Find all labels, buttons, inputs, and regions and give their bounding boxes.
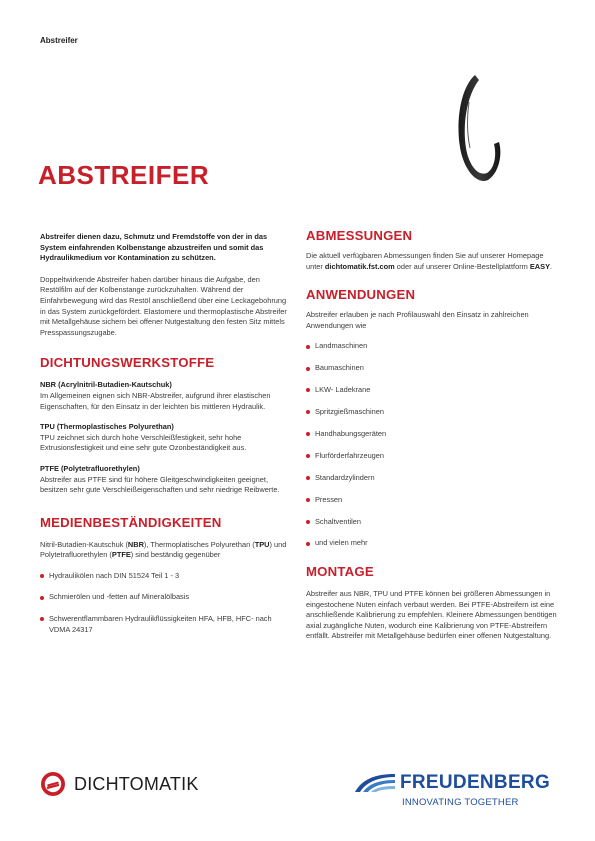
list-item-text: Schaltventilen [315, 516, 362, 526]
mounting-text: Abstreifer aus NBR, TPU und PTFE können bei größeren Abmessungen in eingestochene Nuten einfach verbaut werden. Bei PTFE-Abstreifern ist eine anschließende Kalibrierung zu empfehlen. Kleinere Abmessungen benötigen axial zugängliche Nuten, wodurch eine Kalibrierung von PTFE-Abstreifern entfällt. Abstreifer mit Metallgehäuse bedürfen einer offenen Nutgestaltung. [306, 588, 557, 641]
media-text-part: ), Thermoplatisches Polyurethan ( [143, 539, 255, 549]
list-item [306, 517, 561, 528]
dimensions-text-part: Die aktuell verfügbaren Abmessungen finden Sie auf unserer Homepage unter [306, 251, 544, 271]
right-column [306, 228, 561, 642]
media-text-part: ) sind beständig gegenüber [130, 550, 221, 560]
bullet-icon [40, 617, 44, 621]
list-item [306, 538, 561, 549]
list-item [306, 451, 561, 462]
list-item-text: Hydraulikölen nach DIN 51524 Teil 1 - 3 [49, 570, 180, 580]
bullet-icon [306, 367, 310, 371]
material-description: Abstreifer aus PTFE sind für höhere Gleitgeschwindigkeiten geeignet, besitzen sehr gute Verschleißeigenschaften und sehr niedrige Reibwerte. [40, 474, 280, 495]
material-name: TPU (Thermoplastisches Polyurethan) [40, 422, 174, 432]
dimensions-heading: ABMESSUNGEN [306, 228, 413, 243]
list-item-text: Handhabungsgeräten [315, 428, 387, 438]
list-item-text: Pressen [315, 494, 343, 504]
platform-name: EASY [529, 261, 551, 271]
list-item [40, 571, 293, 582]
list-item-text: Landmaschinen [315, 341, 368, 351]
list-item [40, 614, 294, 635]
list-item-text: Spritzgießmaschinen [315, 407, 385, 417]
bullet-icon [306, 345, 310, 349]
wiper-ring-image [448, 72, 508, 193]
dimensions-text-part: oder auf unserer Online-Bestellplattform [394, 261, 530, 271]
bullet-icon [306, 388, 310, 392]
dichtomatik-wordmark: DICHTOMATIK [74, 773, 199, 794]
media-text-part: Nitril-Butadien-Kautschuk ( [40, 539, 128, 549]
applications-heading: ANWENDUNGEN [306, 287, 416, 303]
dichtomatik-logo [40, 771, 199, 797]
material-nbr [40, 380, 293, 412]
left-column [40, 232, 293, 635]
list-item-text: Flurförderfahrzeugen [315, 450, 385, 460]
list-item [306, 341, 561, 352]
material-tpu [40, 422, 293, 454]
list-item-text: Baumaschinen [315, 363, 364, 373]
abbr-ptfe: PTFE [111, 550, 131, 560]
abbr-tpu: TPU [254, 539, 270, 549]
list-item [306, 385, 561, 396]
bullet-icon [306, 432, 310, 436]
list-item-text: Schmierölen und -fetten auf Mineralölbasis [49, 592, 190, 602]
freudenberg-tagline: INNOVATING TOGETHER [402, 797, 519, 808]
list-item-text: LKW- Ladekrane [315, 385, 371, 395]
bullet-icon [306, 476, 310, 480]
bullet-icon [40, 574, 44, 578]
media-heading: MEDIENBESTÄNDIGKEITEN [40, 514, 222, 530]
intro-paragraph: Doppeltwirkende Abstreifer haben darüber hinaus die Aufgabe, den Restölfilm auf der Kolbenstange zurückzuhalten. Während der Einfahrbewegung wird das Restöl anschließend über eine Leckagebohrung in das System zurückgefördert. Elastomere und thermoplastische Abstreifer mit Metallgehäuse sichern bei offener Nutgestaltung den festen Sitz mittels Presspassungszugabe. [40, 274, 287, 337]
freudenberg-logo [355, 772, 550, 808]
bullet-icon [306, 542, 310, 546]
material-description: TPU zeichnet sich durch hohe Verschleißfestigkeit, sehr hohe Extrusionsfestigkeit und eine sehr gute Ozonbeständigkeit aus. [40, 432, 247, 453]
list-item [306, 407, 561, 418]
intro-text: Abstreifer dienen dazu, Schmutz und Fremdstoffe von der in das System einfahrenden Kolbenstange abzustreifen und somit das Hydraulikmedium vor Kontamination zu schützen. [40, 232, 268, 263]
applications-intro: Abstreifer erlauben je nach Profilauswahl den Einsatz in zahlreichen Anwendungen wie [306, 310, 529, 330]
bullet-icon [306, 410, 310, 414]
bullet-icon [306, 520, 310, 524]
material-name: NBR (Acrylnitril-Butadien-Kautschuk) [40, 380, 172, 390]
bullet-icon [40, 596, 44, 600]
material-ptfe [40, 464, 293, 496]
dimensions-text-part: . [550, 261, 553, 271]
list-item-text: Standardzylindern [315, 472, 375, 482]
page-title: ABSTREIFER [38, 160, 210, 190]
dimensions-text [306, 251, 561, 272]
bullet-icon [306, 454, 310, 458]
abbr-nbr: NBR [127, 539, 144, 549]
running-header: Abstreifer [40, 36, 78, 45]
material-description: Im Allgemeinen eignen sich NBR-Abstreifer, aufgrund ihrer elastischen Eigenschaften, für den Einsatz in der leichten bis mittleren Hydraulik. [40, 390, 271, 411]
bullet-icon [306, 498, 310, 502]
media-intro [40, 540, 293, 561]
list-item [306, 473, 561, 484]
applications-list [306, 341, 561, 549]
list-item [306, 495, 561, 506]
freudenberg-wordmark: FREUDENBERG [400, 772, 551, 793]
dichtomatik-emblem-icon [40, 771, 66, 797]
mounting-heading: MONTAGE [306, 563, 374, 579]
freudenberg-waves-icon [355, 772, 395, 794]
list-item-text: Schwerentflammbaren Hydraulikflüssigkeiten HFA, HFB, HFC- nach VDMA 24317 [49, 614, 272, 634]
media-text-part: ) und Polytetrafluorethylen ( [40, 539, 287, 560]
website-link[interactable]: dichtomatik.fst.com [324, 261, 395, 271]
list-item [306, 429, 561, 440]
material-name: PTFE (Polytetrafluorethylen) [40, 463, 140, 473]
list-item [306, 363, 561, 374]
media-list [40, 571, 293, 635]
materials-heading: DICHTUNGSWERKSTOFFE [40, 355, 215, 371]
list-item-text: und vielen mehr [315, 538, 368, 548]
list-item [40, 592, 293, 603]
